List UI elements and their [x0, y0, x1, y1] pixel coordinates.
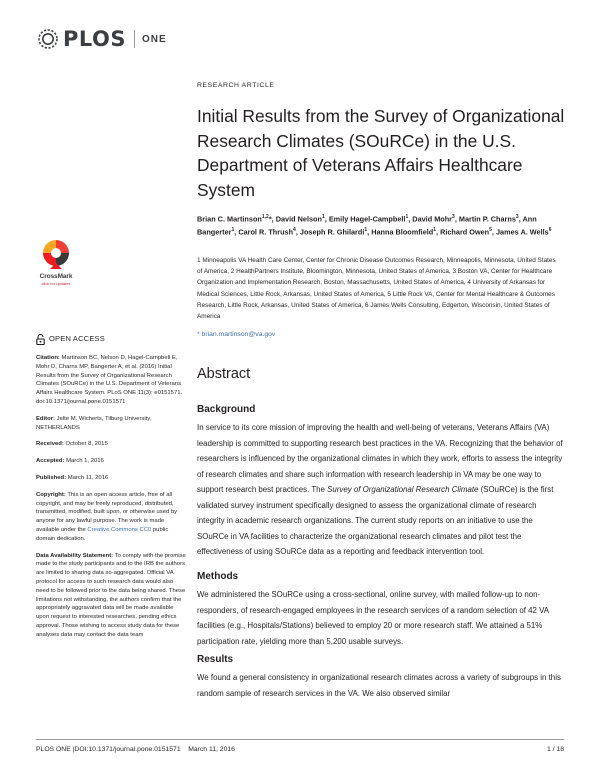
crossmark-badge[interactable] [36, 238, 76, 286]
affiliation-number: 1 [197, 257, 203, 264]
author-affil-sup: 3 [515, 214, 519, 220]
article-info-sidebar [36, 334, 186, 648]
footer-journal: PLOS ONE [36, 746, 71, 753]
accepted-block: Accepted: March 1, 2016 [36, 458, 104, 465]
open-access-label: OPEN ACCESS [49, 334, 105, 344]
journal-sub: ONE [142, 33, 167, 45]
affiliation-number: 2 [230, 268, 237, 276]
footer-date: March 11, 2016 [188, 746, 235, 753]
author-affil-sup: 1 [433, 227, 437, 234]
author-affil-sup: 3 [452, 214, 455, 220]
affiliation-text: James Wells Consulting, Edgerton, Wisconsin, United States of America [197, 301, 550, 321]
copyright-block: Copyright: This is an open access article, free of all copyright, and may be freely reproduced, distributed, transmitted, modified, built upon, or otherwise used by anyone for any lawful purpose. The work is made available under the Creative Commons CC0 public domain dedication. [36, 491, 178, 542]
affiliation-text: Little Rock VA, Center for Mental Healthcare & Outcomes Research, Little Rock, Arkansas, United States of America, [197, 290, 555, 309]
page-footer [36, 739, 564, 753]
affiliation-list [197, 255, 562, 322]
plos-mark-icon [36, 27, 60, 51]
affiliation-number: 4 [467, 279, 473, 287]
page-number: 1 / 18 [546, 746, 564, 753]
corresponding-email[interactable]: * brian.martinson@va.gov [197, 331, 276, 338]
footer-citation [36, 746, 235, 753]
author-name[interactable]: Emily Hagel-Campbell [328, 214, 406, 224]
author-list: Brian C. Martinson$^{1,2}$*, David Nelson$^1$, Emily Hagel-Campbell$^1$, David Mohr$^3$, Martin P. Charns$^3$, Ann Bangerter$^1$, Carol R. Thrush$^4$, Joseph R. Ghilardi$^1$, Hanna Bloomfield$^1$, Richard Owen$^5$, James A. Wells$^6$ [197, 214, 552, 237]
affiliation-number: 3 [452, 268, 458, 276]
footer-doi[interactable]: DOI:10.1371/journal.pone.0151571 [74, 746, 181, 753]
background-heading: Background [197, 404, 256, 415]
author-name[interactable]: Joseph R. Ghilardi [299, 227, 365, 237]
affiliation-text: HealthPartners Institute, Bloomington, Minnesota, United States of America, [236, 268, 451, 276]
author-affil-sup: 5 [489, 227, 492, 234]
received-block: Received: October 8, 2015 [36, 441, 108, 448]
affiliation-number: 5 [387, 290, 393, 298]
crossmark-sub: click for updates [41, 281, 71, 286]
author-name[interactable]: James A. Wells [495, 227, 549, 237]
article-type: RESEARCH ARTICLE [197, 82, 275, 89]
crossmark-icon [41, 238, 71, 272]
author-affil-sup: 1,2 [261, 214, 269, 220]
author-affil-sup: 6 [548, 227, 552, 234]
open-lock-icon [36, 334, 45, 345]
editor-block: Editor: Jelte M. Wicherts, Tilburg University, NETHERLANDS [36, 415, 152, 431]
journal-logo[interactable] [36, 26, 167, 52]
methods-paragraph: We administered the SOuRCe using a cross-sectional, online survey, with mailed follow-up to non-responders, of research-engaged employees in the research services of a random selection of 42 VA facilities (e.g., Hospitals/Stations) believed to employ 20 or more research staff. We attained a 51% participation rate, yielding more than 5,200 usable surveys. [197, 590, 549, 646]
corresponding-star: * [268, 214, 272, 224]
methods-heading: Methods [197, 571, 239, 582]
author-name[interactable]: Martin P. Charns [458, 214, 516, 224]
footer-sep: | [72, 746, 75, 753]
author-affil-sup: 4 [293, 227, 296, 234]
affiliation-text: University of Arkansas for Medical Sciences, Little Rock, Arkansas, United States of America, [197, 279, 546, 298]
author-affil-sup: 1 [321, 214, 325, 220]
author-name[interactable]: David Nelson [275, 214, 322, 224]
affiliation-text: Boston VA, Center for Healthcare Organization and Implementation Research, Boston, Massachusetts, United States of America, [197, 268, 553, 287]
author-name[interactable]: Carol R. Thrush [238, 227, 294, 237]
logo-divider [134, 30, 135, 48]
affiliation-number: 6 [365, 301, 371, 309]
data-availability-block: Data Availability Statement: To comply with the promise made to the study participants and to the IRB the authors are limited to sharing data so-aggregated. Official VA protocol for access to such research data would also need to be followed prior to the data being shared. These limitations not withstanding, the authors confirm that the appropriately aggravated data will be made available upon request to interested researches, pending ethics approval. Those wishing to access study data for these analyses data may contact the data team [36, 552, 186, 638]
affiliation-text: Minneapolis VA Health Care Center, Center for Chronic Disease Outcomes Research, Minneapolis, Minnesota, United States of America, [197, 257, 556, 276]
author-name[interactable]: Hanna Bloomfield [371, 227, 434, 237]
results-heading: Results [197, 654, 234, 665]
author-name[interactable]: Richard Owen [440, 227, 490, 237]
author-name[interactable]: Ann Bangerter [197, 214, 537, 237]
journal-brand: PLOS [63, 27, 127, 51]
published-block: Published: March 11, 2016 [36, 474, 109, 481]
background-paragraph: In service to its core mission of improving the health and well-being of veterans, Veterans Affairs (VA) leadership is committed to supporting research best practices in the VA. Recognizing that the behavior of researchers is influenced by the organizational climates in which they work, efforts to assess the integrity of research climates and share such information with research leadership in VA may be one way to support research best practices. The Survey of Organizational Research Climate (SOuRCe) is the first validated survey instrument specifically designed to assess the organizational climate of research integrity in academic research organizations. The current study reports on an initiative to use the SOuRCe in VA facilities to characterize the organizational research climates and pilot test the effectiveness of using SOuRCe data as a reporting and feedback intervention tool. [197, 423, 563, 556]
abstract-heading: Abstract [197, 366, 251, 382]
author-name[interactable]: Brian C. Martinson [197, 214, 262, 224]
author-affil-sup: 1 [231, 227, 235, 234]
article-title: Initial Results from the Survey of Organizational Research Climates (SOuRCe) in the U.S. Department of Veterans Affairs Healthcare System [197, 106, 565, 200]
results-paragraph: We found a general consistency in organizational research climates across a variety of subgroups in this random sample of research services in the VA. We also observed similar [197, 673, 561, 698]
author-affil-sup: 1 [405, 214, 409, 220]
open-access-badge [36, 334, 186, 345]
author-name[interactable]: David Mohr [412, 214, 453, 224]
email-link[interactable]: brian.martinson@va.gov [201, 331, 276, 338]
citation-block: Citation: Martinson BC, Nelson D, Hagel-Campbell E, Mohr D, Charns MP, Bangerter A, et al. (2016) Initial Results from the Survey of Organizational Research Climates (SOuRCe) in the U.S. Department of Veterans Affairs Healthcare System. PLoS ONE 11(3): e0151571. doi:10.1371/journal.pone.0151571 [36, 355, 183, 405]
author-affil-sup: 1 [364, 227, 368, 234]
crossmark-label: CrossMark [39, 273, 73, 280]
cc0-link[interactable]: Creative Commons CC0 [87, 526, 152, 533]
